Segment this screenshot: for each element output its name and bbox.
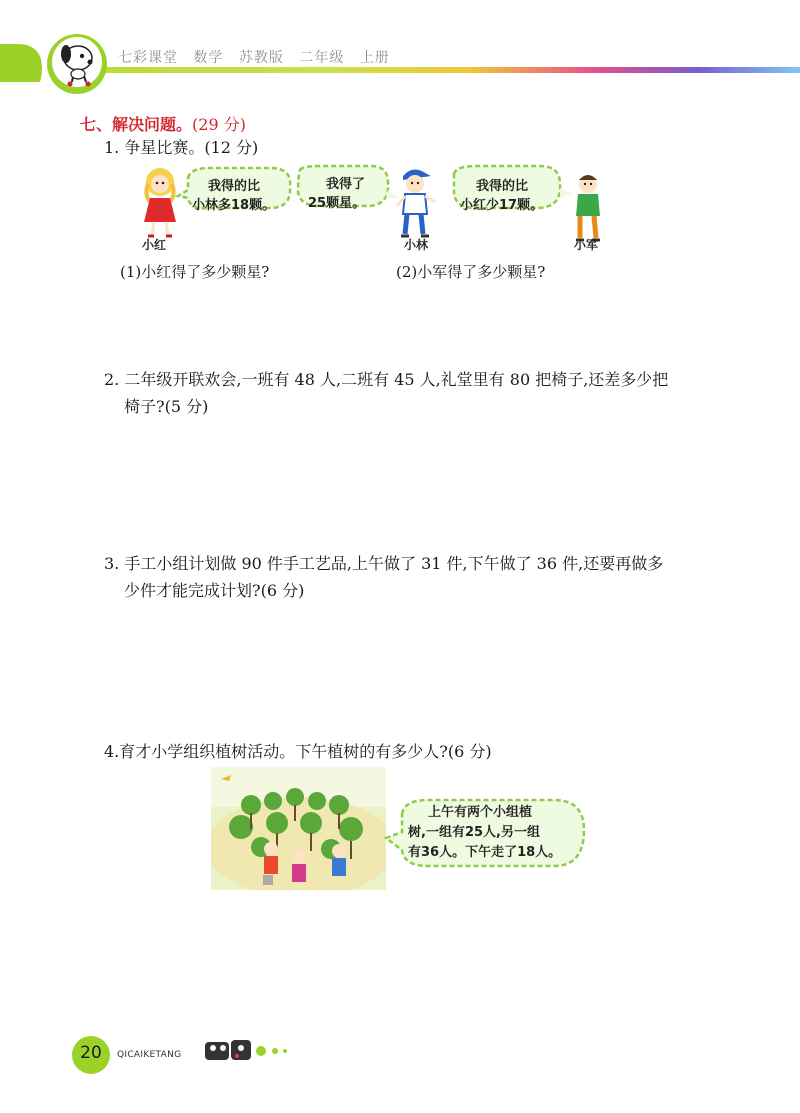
- header-grade: 二年级: [299, 50, 345, 66]
- section-title: [80, 112, 246, 135]
- question-number: 1.: [104, 138, 120, 157]
- bubble-4-line-3: 有36人。下午走了18人。: [408, 845, 562, 860]
- page-number: 20: [80, 1043, 102, 1063]
- bubble-4-line-2: 树,一组有25人,另一组: [408, 825, 540, 840]
- question-number: 2.: [104, 370, 120, 389]
- header-subject: 数学: [193, 50, 224, 66]
- bubble-3-line-1: 我得的比: [476, 179, 529, 194]
- cartoon-dogs-icon: [205, 1040, 251, 1060]
- question-4: [104, 738, 492, 765]
- footer-brand: QICAIKETANG: [117, 1050, 182, 1060]
- boy-xiaojun-icon: [576, 175, 600, 240]
- section-points: (29 分): [192, 115, 246, 134]
- question-text: 争星比赛。(12 分): [124, 138, 259, 157]
- bubble-4-line-1: 上午有两个小组植: [428, 805, 533, 820]
- bubble-text-2: [308, 175, 392, 213]
- girl-xiaohong-icon: [144, 168, 176, 236]
- character-name-xiaojun: 小军: [574, 238, 599, 252]
- bubble-2-line-2: 25颗星。: [308, 196, 366, 211]
- bubble-1-line-2: 小林多18颗。: [192, 198, 276, 213]
- question-number: 4.: [104, 742, 120, 761]
- question-text-line-1: 手工小组计划做 90 件手工艺品,上午做了 31 件,下午做了 36 件,还要再做多: [124, 554, 664, 573]
- question-3: [104, 550, 663, 604]
- bubble-text-4: [408, 803, 586, 863]
- question-1: [104, 134, 258, 161]
- boy-xiaolin-icon: [397, 169, 435, 236]
- bubble-2-line-1: 我得了: [326, 177, 366, 192]
- header-title: [118, 47, 400, 67]
- question-text-line-2: 椅子?(5 分): [124, 397, 209, 416]
- header-series: 七彩课堂: [118, 50, 178, 66]
- bubble-3-line-2: 小红少17颗。: [460, 198, 544, 213]
- footer-decoration: [203, 1036, 303, 1066]
- question-text-line-1: 二年级开联欢会,一班有 48 人,二班有 45 人,礼堂里有 80 把椅子,还差多少把: [124, 370, 669, 389]
- bubble-text-3: [460, 177, 568, 215]
- sub-question-2: (2)小军得了多少颗星?: [396, 263, 546, 281]
- tree-planting-illustration: [211, 767, 386, 890]
- question-2: [104, 366, 668, 420]
- sub-question-1: (1)小红得了多少颗星?: [120, 263, 270, 281]
- question-text: 育才小学组织植树活动。下午植树的有多少人?(6 分): [119, 742, 492, 761]
- bubble-1-line-1: 我得的比: [208, 179, 261, 194]
- header-edition: 苏教版: [238, 50, 284, 66]
- bubble-text-1: [192, 177, 300, 215]
- header-volume: 上册: [359, 50, 390, 66]
- character-name-xiaolin: 小林: [404, 238, 429, 252]
- question-text-line-2: 少件才能完成计划?(6 分): [124, 581, 305, 600]
- section-title-text: 七、解决问题。: [80, 115, 193, 134]
- character-name-xiaohong: 小红: [142, 238, 167, 252]
- question-number: 3.: [104, 554, 120, 573]
